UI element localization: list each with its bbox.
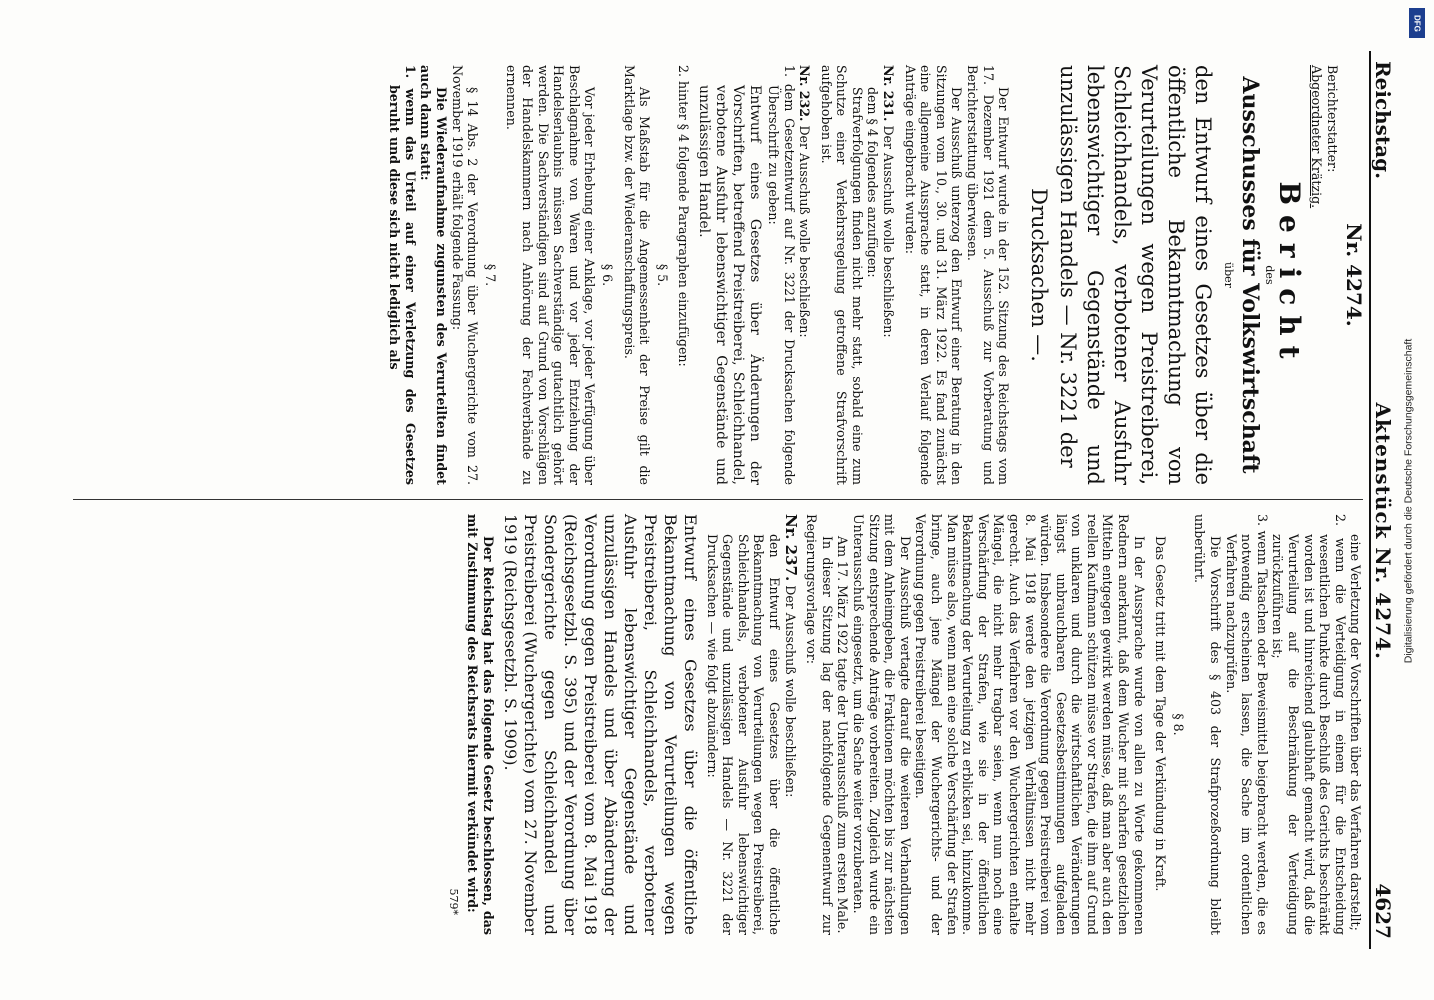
motion-231: Nr. 231. Der Ausschuß wolle beschließen: xyxy=(881,65,897,338)
section-8: § 8. xyxy=(1170,713,1186,736)
ueber-text: über xyxy=(1221,262,1235,288)
reporter-name: Abgeordneter Krätzig. xyxy=(1309,65,1325,209)
motion-232-title: Entwurf eines Gesetzes über Änderungen der Vorschriften, betreffend Preistreiberei, Schleichhandel, verbotene Ausfuhr lebenswichtiger Gegenstände und unzulässigen Handel. xyxy=(696,85,764,485)
motion-237-intro: den Entwurf eines Gesetzes über die öffentliche Bekanntmachung von Verurteilungen wegen Preistreiberei, Schleichhandels, verbotener Ausfuhr lebenswichtiger Gegenstände und unzulässigen Handels — Nr. 3221 der Drucksachen — wie folgt abzuändern: xyxy=(704,534,783,935)
continued-item: eine Verletzung der Vorschriften über das Verfahren darstellt; xyxy=(1348,534,1364,931)
reservation-clause: Die Vorschrift des § 403 der Strafprozeßordnung bleibt unberührt. xyxy=(1192,514,1224,935)
drucksachen-line: Drucksachen —. xyxy=(1027,188,1052,362)
subcommittee-paragraph: Am 17. März 1922 tagte der Unterausschuß zum ersten Male. xyxy=(835,536,851,934)
section-6-text: Vor jeder Erhebung einer Anklage, vor jeder Verfügung über Beschlagnahme von Waren und vor jeder Entziehung der Handelserlaubnis müssen Sachverständige gutachtlich gehört werden. Die Sachverständigen sind auf Grund von Vorschlägen der Handelskammern nach Anhörung der Fachverbände zu ernennen. xyxy=(504,65,598,485)
dfg-sidebar xyxy=(1393,8,1423,993)
draft-title: den Entwurf eines Gesetzes über die öffentliche Bekanntmachung von Verurteilungen wegen Preistreiberei, Schleichhandels, verbotener Ausfuhr lebenswichtiger Gegenstände und unzulässigen Handels — Nr. 3221 der xyxy=(1056,65,1216,485)
paragraph-2: Der Ausschuß unterzog den Entwurf einer Beratung in den Sitzungen vom 10., 30. und 31. März 1922. Es fand zunächst eine allgemeine Aussprache statt, in deren Verlauf folgende Anträge eingebracht wurden: xyxy=(902,65,965,485)
page-header xyxy=(1369,51,1395,949)
item-3: 3. wenn Tatsachen oder Beweismittel beigebracht werden, die es notwendig erscheinen lassen, die Sache im ordentlichen Verfahren nachzuprüfen. xyxy=(1223,514,1270,935)
header-left: Reichstag. xyxy=(1371,61,1395,180)
motion-231-line-2: Strafverfolgungen finden nicht mehr statt, sobald eine zum Schutze einer Verkehrsregelung getroffene Strafvorschrift aufgehoben ist. xyxy=(818,65,865,485)
document-number: Nr. 4274. xyxy=(1342,223,1367,327)
des-text: des xyxy=(1263,265,1277,285)
section-5-text: Als Maßstab für die Angemessenheit der Preise gilt die Marktlage bzw. der Wiederanschaffungspreis. xyxy=(621,65,653,485)
page-number: 4627 xyxy=(1371,883,1395,939)
motion-232-item-1: 1. dem Gesetzentwurf auf Nr. 3221 der Drucksachen folgende Überschrift zu geben: xyxy=(765,65,797,485)
adjournment-paragraph: Der Ausschuß vertagte darauf die weiteren Verhandlungen mit dem Anheimgeben, die Fraktionen möchten bis zur nächsten Sitzung entsprechende Anträge vorbereiten. Zugleich wurde ein Unterausschuß eingesetzt, um die Sache weiter vorzuberaten. xyxy=(851,514,913,935)
right-column xyxy=(73,500,1363,949)
reporter-label: Berichterstatter: xyxy=(1324,65,1340,173)
motion-237-title: Entwurf eines Gesetzes über die öffentliche Bekanntmachung von Verurteilungen wegen Preistreiberei, Schleichhandels, verbotener Ausfuhr lebenswichtiger Gegenstände und unzulässigen Handels und über Abänderung der Verordnung gegen Preistreiberei vom 8. Mai 1918 (Reichsgesetzbl. S. 395) und der Verordnung über Sondergerichte gegen Schleichhandel und Preistreiberei (Wuchergerichte) vom 27. November 1919 (Reichsgesetzbl. S. 1909). xyxy=(501,514,701,935)
motion-237: Nr. 237. Der Ausschuß wolle beschließen: xyxy=(781,514,800,798)
motion-232: Nr. 232. Der Ausschuß wolle beschließen: xyxy=(797,65,813,338)
paragraph-1: Der Entwurf wurde in der 152. Sitzung des Reichstags vom 17. Dezember 1921 dem 5. Ausschuß zur Vorberatung und Berichterstattung überwiesen. xyxy=(965,65,1012,485)
section-7: § 7. xyxy=(482,263,498,287)
counter-draft-paragraph: In dieser Sitzung lag der nachfolgende Gegenentwurf zur Regierungsvorlage vor: xyxy=(804,514,835,935)
header-center: Aktenstück Nr. 4274. xyxy=(1371,402,1395,660)
dfg-funding-note: Digitalisierung gefördert durch die Deutsche Forschungsgemeinschaft xyxy=(1402,338,1415,663)
columns xyxy=(73,51,1367,949)
discussion-paragraph: In der Aussprache wurde von allen zu Worte gekommenen Rednern anerkannt, daß dem Wucher mit scharfen gesetzlichen Mitteln entgegen gewirkt werden müsse, daß man aber auch den reellen Kaufmann schützen müsse vor Strafen, die ihm auf Grund von unklaren und durch die wirtschaftlichen Veränderungen längst unbrauchbaren Gesetzesbestimmungen aufgeladen würden. Insbesondere die Verordnung gegen Preistreiberei vom 8. Mai 1918 werde den jetzigen Verhältnissen nicht mehr gerecht. Auch das Verfahren vor den Wuchergerichten enthalte Mängel, die nicht mehr tragbar seien, wenn nun noch eine Verschärfung der Strafen, wie sie in der öffentlichen Bekanntmachung der Verurteilung zu erblicken sei, hinzukomme. Man müsse also, wenn man eine solche Verschärfung der Strafen bringe, auch jene Mängel der Wuchergerichts- und der Verordnung gegen Preistreiberei beseitigen. xyxy=(913,514,1147,935)
document-page xyxy=(22,25,1412,975)
motion-232-item-2: 2. hinter § 4 folgende Paragraphen einzufügen: xyxy=(676,65,692,367)
item-2: 2. wenn die Verteidigung in einem für die Entscheidung wesentlichen Punkte durch Beschluß des Gerichts beschränkt worden ist und hinreichend glaubhaft gemacht wird, daß die Verurteilung auf die Beschränkung der Verteidigung zurückzuführen ist; xyxy=(1270,514,1348,935)
section-7-text: § 14 Abs. 2 der Verordnung über Wuchergerichte vom 27. November 1919 erhält folgende Fassung: xyxy=(449,65,481,485)
section-7-reopening: Die Wiederaufnahme zugunsten des Verurteilten findet auch dann statt: xyxy=(418,65,450,485)
section-5: § 5. xyxy=(654,263,670,287)
signature-mark: 579* xyxy=(446,888,460,915)
section-6: § 6. xyxy=(599,263,615,287)
enactment-clause: Der Reichstag hat das folgende Gesetz beschlossen, das mit Zustimmung des Reichsrats hiermit verkündet wird: xyxy=(465,514,497,935)
section-7-item-1: 1. wenn das Urteil auf einer Verletzung des Gesetzes beruht und diese sich nicht lediglich als xyxy=(387,65,418,485)
motion-231-line-1: dem § 4 folgendes anzufügen: xyxy=(865,87,881,278)
committee-name: Ausschusses für Volkswirtschaft xyxy=(1237,76,1264,474)
left-column xyxy=(73,51,1367,500)
bericht-heading: Bericht xyxy=(1272,181,1306,369)
section-8-text: Das Gesetz tritt mit dem Tage der Verkündung in Kraft. xyxy=(1153,536,1169,892)
dfg-logo: DFG xyxy=(1409,8,1425,38)
